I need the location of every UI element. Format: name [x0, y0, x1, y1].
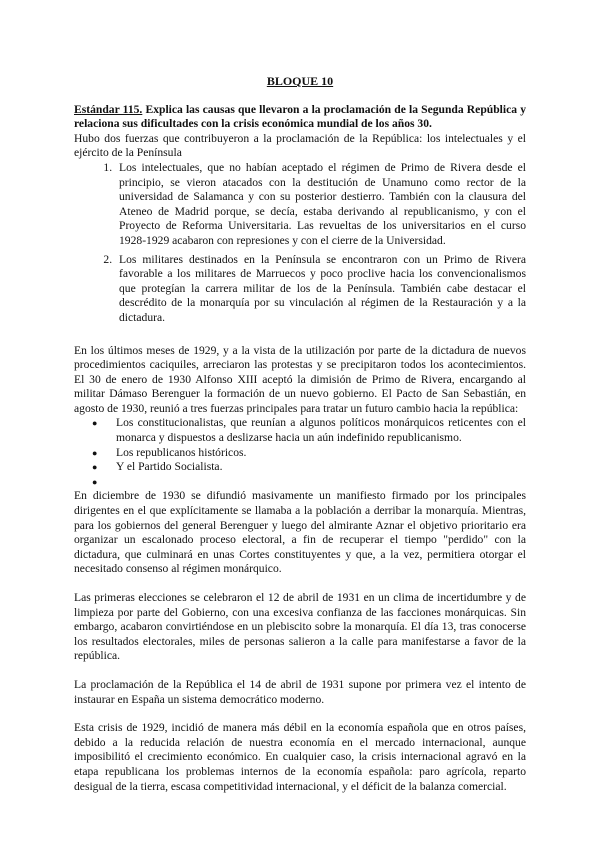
list-item: ● Y el Partido Socialista.	[92, 460, 223, 474]
bullet-icon: ●	[92, 447, 98, 458]
spacer	[74, 664, 526, 678]
paragraph-december-1930: En diciembre de 1930 se difundió masivamente un manifiesto firmado por los principales dirigentes en el que explícitamente se llamaba a la población a derribar la monarquía. Mientras, para los gobiernos del general Berenguer y luego del almirante Aznar el objetivo prioritario era organizar un escalonado proceso electoral, a fin de recuperar el tiempo "perdido" con la dictadura, que culminará en unas Cortes constituyentes y que, a la vez, permitiera otorgar el necesitado consenso al régimen monárquico.	[74, 489, 526, 576]
list-item: ● Los republicanos históricos.	[92, 445, 247, 459]
list-item: 2. Los militares destinados en la Península se encontraron con un Primo de Rivera favorable a los militares de Marruecos y poco proclive hacia los convencionalismos que protegían la carrera militar de los de la Península. También cabe destacar el descrédito de la monarquía por su vinculación al régimen de la Restauración y a la dictadura.	[115, 253, 526, 326]
spacer	[74, 707, 526, 721]
bullet-icon: ●	[92, 476, 98, 487]
paragraph-crisis: Esta crisis de 1929, incidió de manera más débil en la economía española que en otros países, debido a la reducida relación de nuestra economía en el mercado internacional, aunque imposibilitó el crecimiento económico. En cualquier caso, la crisis internacional agravó en la etapa republicana los problemas internos de la economía española: paro agrícola, reparto desigual de la tierra, escasa competitividad internacional, y el déficit de la balanza comercial.	[74, 721, 526, 793]
intro-paragraph: Hubo dos fuerzas que contribuyeron a la proclamación de la República: los intelectuales y el ejército de la Península	[74, 131, 526, 160]
paragraph-proclamation: La proclamación de la República el 14 de abril de 1931 supone por primera vez el intento de instaurar en España un sistema democrático moderno.	[74, 677, 526, 706]
standard-text: Explica las causas que llevaron a la proclamación de la Segunda República y relaciona sus dificultades con la crisis económica mundial de los años 30.	[74, 102, 526, 131]
pact-forces-list	[74, 416, 526, 489]
list-item: ● Los constitucionalistas, que reunían a algunos políticos monárquicos reticentes con el monarca y dispuestos a deslizarse hacia un aún indefinido republicanismo.	[92, 416, 526, 445]
bullet-icon: ●	[92, 462, 98, 473]
standard-label: Estándar 115.	[74, 102, 143, 116]
standard-heading	[74, 103, 526, 132]
forces-list	[74, 161, 526, 326]
list-item: 1. Los intelectuales, que no habían aceptado el régimen de Primo de Rivera desde el principio, se vieron atacados con la destitución de Unamuno como rector de la universidad de Salamanca y con su posterior destierro. También con la clausura del Ateneo de Madrid porque, se decía, estaba derivando al republicanismo, y con el Proyecto de Reforma Universitaria. Las revueltas de los universitarios en el curso 1928-1929 acabaron con represiones y con el cierre de la Universidad.	[115, 161, 526, 249]
spacer	[74, 330, 526, 344]
paragraph-1929: En los últimos meses de 1929, y a la vista de la utilización por parte de la dictadura de nuevos procedimientos caciquiles, arreciaron las protestas y se precipitaron todos los acontecimientos. El 30 de enero de 1930 Alfonso XIII aceptó la dimisión de Primo de Rivera, encargando al militar Dámaso Berenguer la formación de un nuevo gobierno. El Pacto de San Sebastián, en agosto de 1930, reunió a tres fuerzas principales para tratar un futuro cambio hacia la república:	[74, 343, 526, 415]
spacer	[74, 577, 526, 591]
paragraph-elections: Las primeras elecciones se celebraron el 12 de abril de 1931 en un clima de incertidumbre y de limpieza por parte del Gobierno, con una excesiva confianza de las facciones monárquicas. Sin embargo, acabaron convirtiéndose en un plebiscito sobre la monarquía. El día 13, tras conocerse los resultados electorales, miles de personas salieron a la calle para manifestarse a favor de la república.	[74, 591, 526, 663]
page-title: BLOQUE 10	[266, 74, 334, 88]
bullet-icon: ●	[92, 418, 98, 429]
list-item	[92, 475, 526, 490]
